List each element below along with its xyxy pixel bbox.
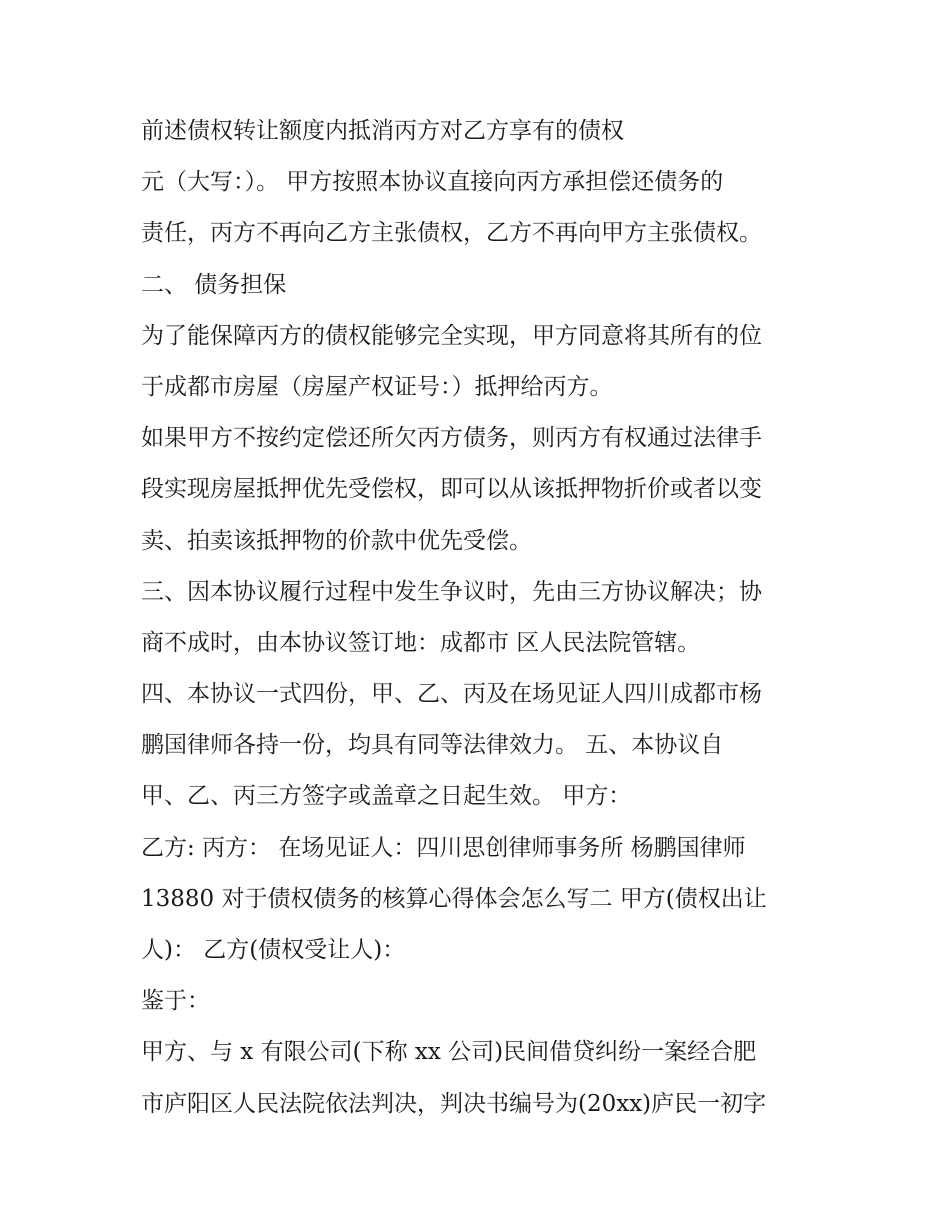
document-body	[141, 106, 831, 1130]
text-line: 卖、拍卖该抵押物的价款中优先受偿。	[141, 527, 532, 554]
text-line: 段实现房屋抵押优先受偿权，即可以从该抵押物折价或者以变	[141, 476, 762, 503]
text-line: 责任，丙方不再向乙方主张债权，乙方不再向甲方主张债权。	[141, 220, 762, 247]
text-line: 为了能保障丙方的债权能够完全实现，甲方同意将其所有的位	[141, 322, 762, 349]
text-line: 于成都市房屋（房屋产权证号：）抵押给丙方。	[141, 373, 613, 400]
text-line: 13880 对于债权债务的核算心得体会怎么写二 甲方(债权出让	[141, 885, 767, 912]
text-line: 元（大写：）。 甲方按照本协议直接向丙方承担偿还债务的	[141, 169, 724, 196]
text-line: 鉴于：	[141, 988, 210, 1015]
section-heading: 二、 债务担保	[141, 271, 287, 298]
text-line: 乙方: 丙方： 在场见证人：四川思创律师事务所 杨鹏国律师	[141, 834, 746, 861]
text-line: 人)： 乙方(债权受让人)：	[141, 937, 406, 963]
text-line: 甲方、与 x 有限公司(下称 xx 公司)民间借贷纠纷一案经合肥	[141, 1039, 757, 1066]
text-line: 商不成时，由本协议签订地：成都市 区人民法院管辖。	[141, 629, 701, 656]
text-line: 鹏国律师各持一份，均具有同等法律效力。 五、本协议自	[141, 732, 724, 759]
text-line: 前述债权转让额度内抵消丙方对乙方享有的债权	[141, 118, 624, 144]
text-line: 如果甲方不按约定偿还所欠丙方债务，则丙方有权通过法律手	[141, 425, 762, 452]
text-line: 甲、乙、丙三方签字或盖章之日起生效。 甲方：	[141, 783, 632, 810]
text-line: 三、因本协议履行过程中发生争议时，先由三方协议解决；协	[141, 578, 762, 605]
text-line: 四、本协议一式四份，甲、乙、丙及在场见证人四川成都市杨	[141, 681, 762, 708]
text-line: 市庐阳区人民法院依法判决，判决书编号为(20xx)庐民一初字	[141, 1090, 767, 1117]
